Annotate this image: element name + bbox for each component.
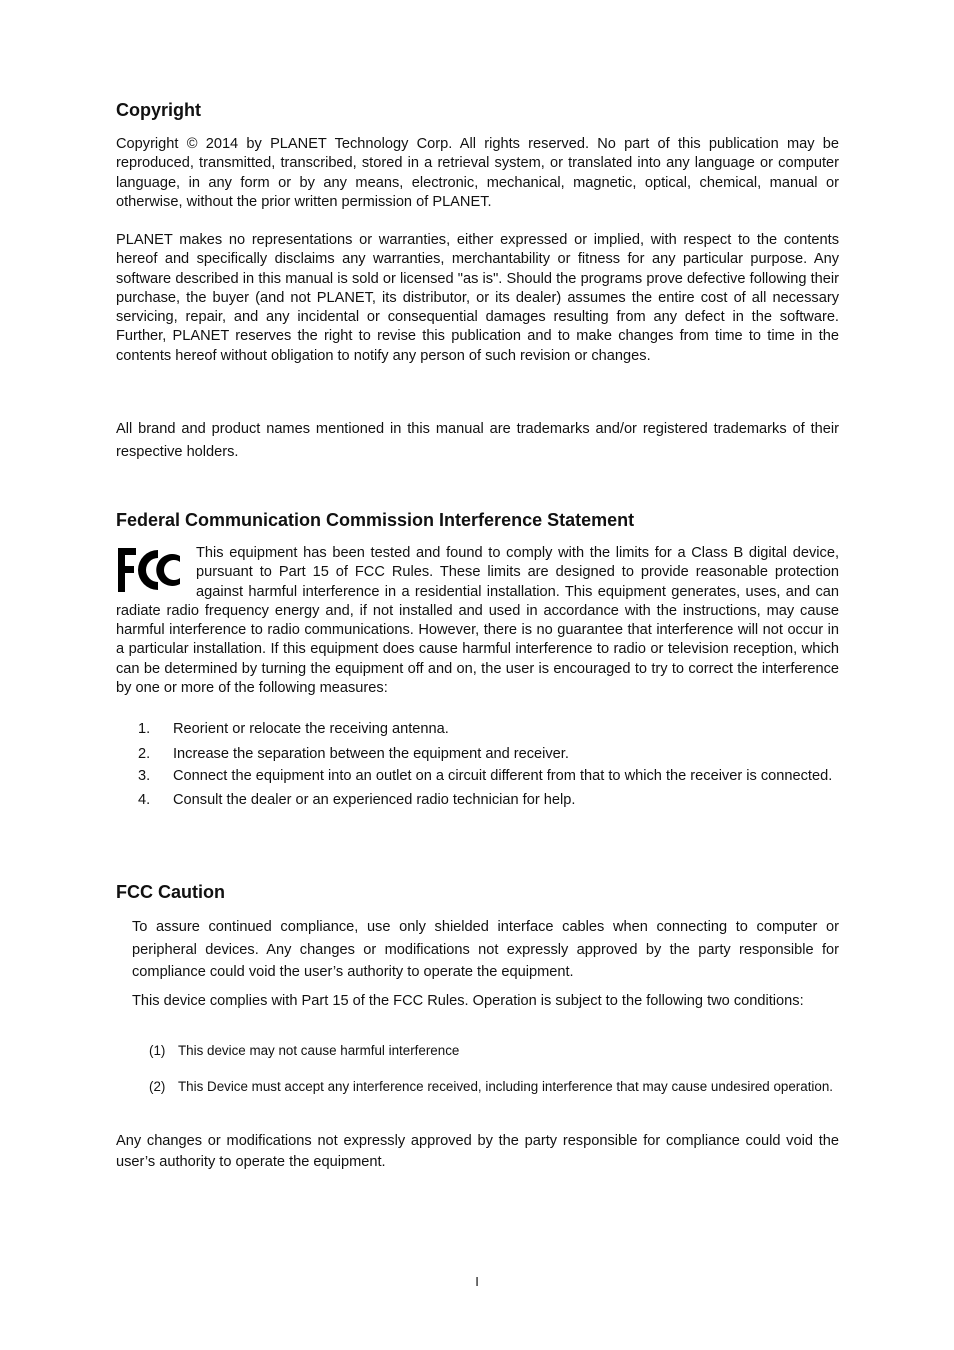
fcc-caution-paragraph-1: To assure continued compliance, use only shielded interface cables when connecting to computer or peripheral devices. Any changes or modifications not expressly approved by the party responsible for compliance could void the user’s authority to operate the equipment. <box>132 919 839 980</box>
fcc-caution-paragraph-3: Any changes or modifications not expressly approved by the party responsible for compliance could void the user’s authority to operate the equipment. <box>116 1133 839 1170</box>
list-item: 4. Consult the dealer or an experienced radio technician for help. <box>138 792 576 808</box>
fcc-caution-paragraph-2: This device complies with Part 15 of the FCC Rules. Operation is subject to the following two conditions: <box>132 993 804 1009</box>
list-item: 1. Reorient or relocate the receiving antenna. <box>138 721 449 737</box>
fcc-statement-heading: Federal Communication Commission Interference Statement <box>116 510 635 530</box>
fcc-conditions-list <box>116 1040 839 1098</box>
list-item: 2. Increase the separation between the equipment and receiver. <box>138 746 569 762</box>
fcc-statement-text: This equipment has been tested and found to comply with the limits for a Class B digital device, pursuant to Part 15 of FCC Rules. These limits are designed to provide reasonable protection against harmful interference in a residential installation. This equipment generates, uses, and can radiate radio frequency energy and, if not installed and used in accordance with the instructions, may cause harmful interference to radio communications. However, there is no guarantee that interference will not occur in a particular installation. If this equipment does cause harmful interference to radio or television reception, which can be determined by turning the equipment off and on, the user is encouraged to try to correct the interference by one or more of the following measures: <box>116 545 839 697</box>
copyright-paragraph-1: Copyright © 2014 by PLANET Technology Corp. All rights reserved. No part of this publication may be reproduced, transmitted, transcribed, stored in a retrieval system, or translated into any language or computer language, in any form or by any means, electronic, mechanical, magnetic, optical, chemical, manual or otherwise, without the prior written permission of PLANET. <box>116 136 839 210</box>
copyright-paragraph-2: PLANET makes no representations or warranties, either expressed or implied, with respect to the contents hereof and specifically disclaims any warranties, merchantability or fitness for any particular purpose. Any software described in this manual is sold or licensed "as is". Should the programs prove defective following their purchase, the buyer (and not PLANET, its distributor, or its dealer) assumes the entire cost of all necessary servicing, repair, and any incidental or consequential damages resulting from any defect in the software. Further, PLANET reserves the right to revise this publication and to make changes from time to time in the contents hereof without obligation to notify any person of such revision or changes. <box>116 232 839 364</box>
fcc-measures-list <box>116 718 839 811</box>
page-number: I <box>475 1274 479 1289</box>
fcc-caution-heading: FCC Caution <box>116 882 225 902</box>
list-item: 3. Connect the equipment into an outlet on a circuit different from that to which the receiver is connected. <box>138 768 833 784</box>
list-item: (1) This device may not cause harmful interference <box>149 1043 460 1058</box>
list-item: (2) This Device must accept any interference received, including interference that may cause undesired operation. <box>149 1079 834 1094</box>
fcc-statement-body <box>116 544 839 698</box>
copyright-paragraph-3: All brand and product names mentioned in this manual are trademarks and/or registered trademarks of their respective holders. <box>116 421 839 460</box>
fcc-logo-icon <box>116 546 182 594</box>
copyright-heading: Copyright <box>116 100 201 120</box>
